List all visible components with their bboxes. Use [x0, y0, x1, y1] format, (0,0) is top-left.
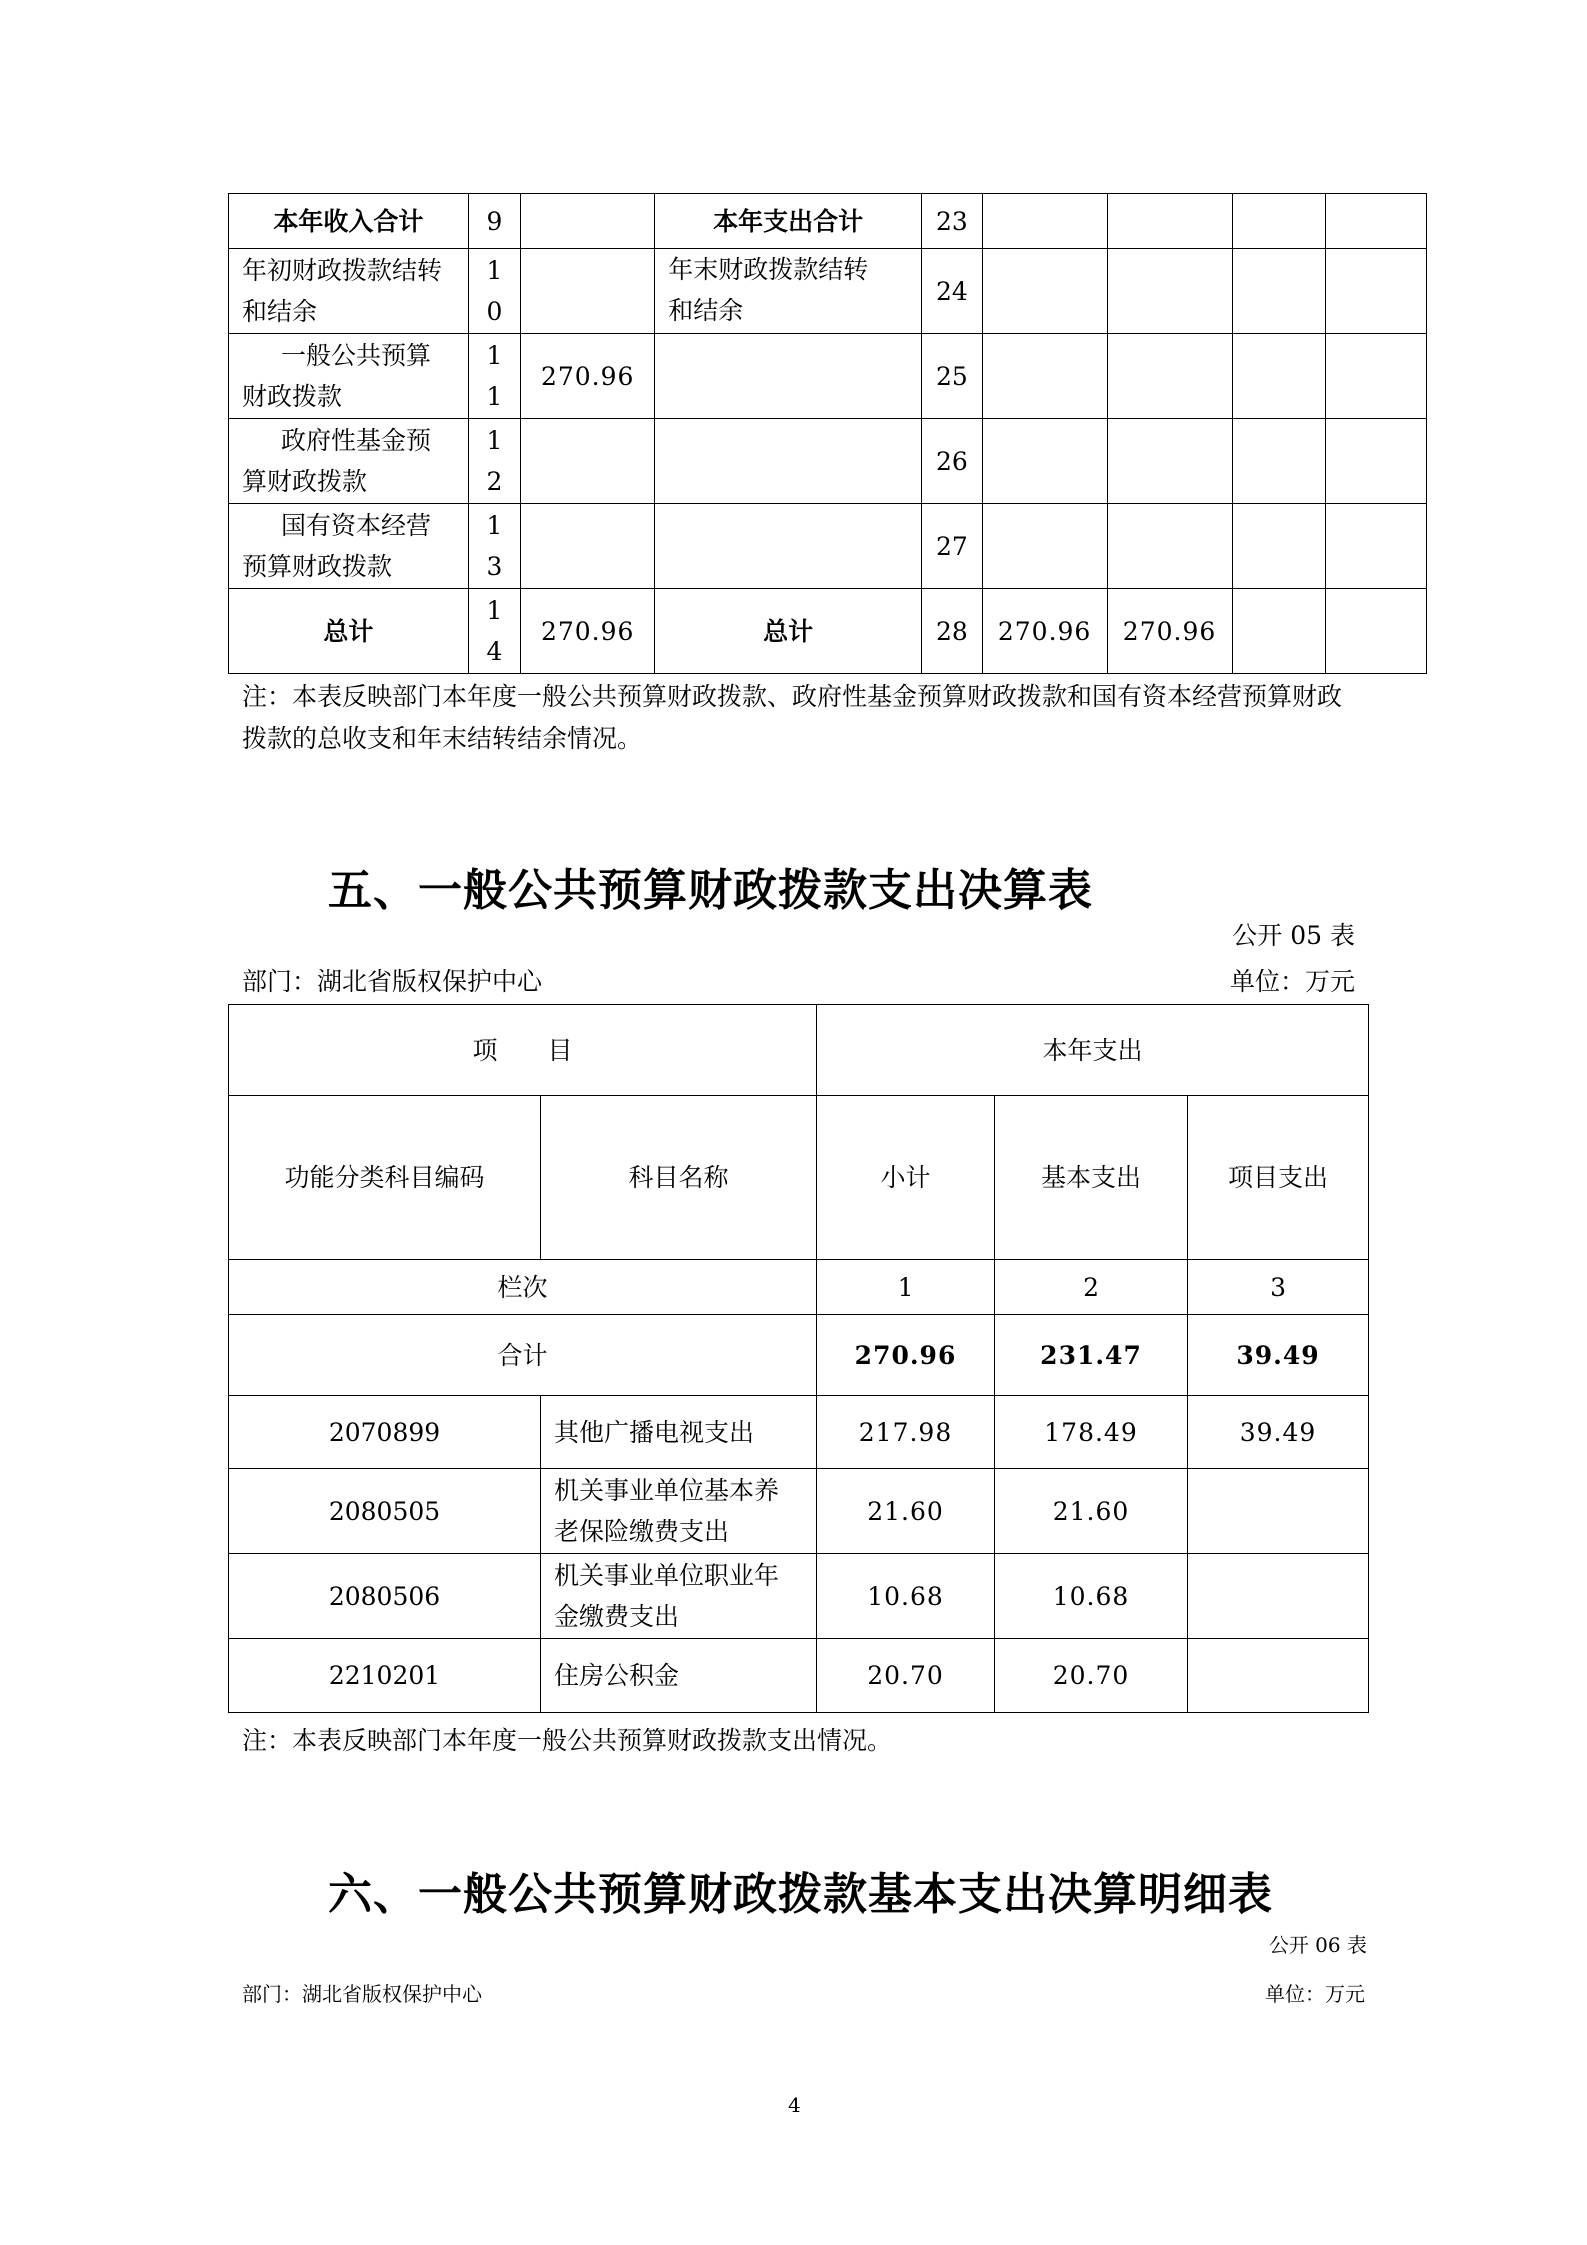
cell-total-label: 合计: [229, 1315, 817, 1396]
note-line: 拨款的总收支和年末结转结余情况。: [242, 724, 643, 753]
header-basic: 基本支出: [995, 1096, 1188, 1260]
cell-v1: 270.96: [982, 589, 1107, 674]
table-note: 注：本表反映部门本年度一般公共预算财政拨款支出情况。: [242, 1726, 893, 1755]
header-item: 项 目: [229, 1005, 817, 1096]
cell-label: 总计: [229, 589, 469, 674]
header-expense: 本年支出: [817, 1005, 1369, 1096]
cell-v1: [982, 194, 1107, 249]
table-row: [229, 1396, 1369, 1469]
cell-label2: 本年支出合计: [655, 194, 922, 249]
cell-name-line: 机关事业单位基本养: [554, 1476, 780, 1505]
unit-label: 单位：万元: [1229, 967, 1355, 996]
cell-income: [521, 249, 655, 334]
cell-line2: 28: [922, 589, 982, 674]
table-header-row: [229, 1005, 1369, 1096]
cell-label2: [655, 419, 922, 504]
cell-line-digit: 1: [486, 426, 503, 455]
cell-line-digit: 2: [486, 467, 503, 496]
cell-col-num: 2: [995, 1260, 1188, 1315]
cell-v4: [1326, 504, 1427, 589]
cell-v3: [1232, 334, 1326, 419]
cell-line: 9: [468, 194, 520, 249]
note-line: 注：本表反映部门本年度一般公共预算财政拨款、政府性基金预算财政拨款和国有资本经营预算财政: [242, 682, 1343, 711]
cell-total-subtotal: 270.96: [817, 1315, 995, 1396]
cell-name-line: 老保险缴费支出: [554, 1517, 730, 1546]
section-title: 五、一般公共预算财政拨款支出决算表: [328, 865, 1093, 916]
cell-label2: [655, 334, 922, 419]
cell-v4: [1326, 419, 1427, 504]
cell-v4: [1326, 334, 1427, 419]
form-number: 公开 05 表: [1232, 921, 1355, 950]
cell-v2: [1107, 419, 1232, 504]
header-name: 科目名称: [541, 1096, 817, 1260]
cell-v3: [1232, 589, 1326, 674]
cell-line-digit: 1: [486, 511, 503, 540]
table-row-column-numbers: [229, 1260, 1369, 1315]
cell-v4: [1326, 589, 1427, 674]
table-row-total: [229, 1315, 1369, 1396]
cell-total-basic: 231.47: [995, 1315, 1188, 1396]
cell-v3: [1232, 419, 1326, 504]
table-row: [229, 249, 1427, 334]
cell-line-digit: 1: [486, 382, 503, 411]
department-label: 部门：湖北省版权保护中心: [242, 967, 543, 996]
cell-label-line: 年初财政拨款结转: [242, 256, 443, 285]
table-row: [229, 194, 1427, 249]
cell-v2: [1107, 504, 1232, 589]
cell-income: 270.96: [521, 589, 655, 674]
cell-income: [521, 194, 655, 249]
cell-v2: 270.96: [1107, 589, 1232, 674]
cell-label-line: 政府性基金预: [281, 426, 432, 455]
cell-v4: [1326, 194, 1427, 249]
cell-line-digit: 1: [486, 341, 503, 370]
cell-v1: [982, 504, 1107, 589]
cell-basic: 20.70: [995, 1639, 1188, 1713]
cell-income: 270.96: [521, 334, 655, 419]
cell-v3: [1232, 249, 1326, 334]
cell-label: [229, 419, 469, 504]
header-subtotal: 小计: [817, 1096, 995, 1260]
cell-label: [229, 249, 469, 334]
cell-basic: 10.68: [995, 1554, 1188, 1639]
cell-line: [468, 249, 520, 334]
cell-line2: 26: [922, 419, 982, 504]
cell-line: [468, 504, 520, 589]
table-row: [229, 1554, 1369, 1639]
cell-v4: [1326, 249, 1427, 334]
cell-line: [468, 419, 520, 504]
cell-name: 住房公积金: [541, 1639, 817, 1713]
cell-v2: [1107, 334, 1232, 419]
cell-income: [521, 419, 655, 504]
cell-income: [521, 504, 655, 589]
cell-label: [229, 504, 469, 589]
cell-line2: 23: [922, 194, 982, 249]
cell-label2-line: 年末财政拨款结转: [668, 255, 869, 284]
header-project: 项目支出: [1188, 1096, 1369, 1260]
cell-name-line: 机关事业单位职业年: [554, 1561, 780, 1590]
cell-label: 本年收入合计: [229, 194, 469, 249]
cell-label-line: 算财政拨款: [242, 467, 368, 496]
page-number: 4: [788, 2093, 801, 2117]
section-title: 六、一般公共预算财政拨款基本支出决算明细表: [328, 1869, 1273, 1920]
cell-label2: 总计: [655, 589, 922, 674]
cell-label-line: 一般公共预算: [281, 341, 432, 370]
department-label: 部门：湖北省版权保护中心: [242, 1982, 482, 2006]
cell-line2: 27: [922, 504, 982, 589]
cell-v3: [1232, 194, 1326, 249]
cell-line: [468, 589, 520, 674]
cell-line2: 25: [922, 334, 982, 419]
unit-label: 单位：万元: [1265, 1982, 1365, 2006]
cell-v2: [1107, 194, 1232, 249]
cell-total-project: 39.49: [1188, 1315, 1369, 1396]
table-row: [229, 504, 1427, 589]
cell-label-line: 国有资本经营: [281, 511, 432, 540]
cell-basic: 21.60: [995, 1469, 1188, 1554]
cell-label2: [655, 249, 922, 334]
cell-code: 2070899: [229, 1396, 541, 1469]
cell-col-num: 1: [817, 1260, 995, 1315]
table-row-total: [229, 589, 1427, 674]
cell-line-digit: 1: [486, 256, 503, 285]
table-row: [229, 334, 1427, 419]
table-row: [229, 1469, 1369, 1554]
cell-label-line: 和结余: [242, 297, 318, 326]
cell-project: 39.49: [1188, 1396, 1369, 1469]
table-row: [229, 419, 1427, 504]
table-expenditure: [228, 1004, 1369, 1713]
table-row: [229, 1639, 1369, 1713]
table-header-row: [229, 1096, 1369, 1260]
form-number: 公开 06 表: [1268, 1933, 1367, 1957]
cell-column-label: 栏次: [229, 1260, 817, 1315]
cell-v2: [1107, 249, 1232, 334]
cell-label-line: 财政拨款: [242, 382, 343, 411]
cell-subtotal: 10.68: [817, 1554, 995, 1639]
cell-subtotal: 21.60: [817, 1469, 995, 1554]
cell-code: 2080505: [229, 1469, 541, 1554]
cell-line2: 24: [922, 249, 982, 334]
cell-label2-line: 和结余: [668, 296, 744, 325]
cell-line: [468, 334, 520, 419]
cell-label-line: 预算财政拨款: [242, 552, 393, 581]
cell-code: 2210201: [229, 1639, 541, 1713]
cell-v1: [982, 334, 1107, 419]
cell-line-digit: 1: [486, 596, 503, 625]
cell-project: [1188, 1639, 1369, 1713]
cell-project: [1188, 1554, 1369, 1639]
cell-name-line: 金缴费支出: [554, 1602, 680, 1631]
cell-v3: [1232, 504, 1326, 589]
cell-line-digit: 4: [486, 637, 503, 666]
cell-line-digit: 0: [486, 297, 503, 326]
cell-v1: [982, 249, 1107, 334]
cell-project: [1188, 1469, 1369, 1554]
cell-label: [229, 334, 469, 419]
cell-basic: 178.49: [995, 1396, 1188, 1469]
cell-subtotal: 20.70: [817, 1639, 995, 1713]
table-appropriation-summary: [228, 193, 1427, 674]
cell-line-digit: 3: [486, 552, 503, 581]
table-note: [242, 676, 1442, 760]
cell-label2: [655, 504, 922, 589]
cell-subtotal: 217.98: [817, 1396, 995, 1469]
cell-code: 2080506: [229, 1554, 541, 1639]
cell-col-num: 3: [1188, 1260, 1369, 1315]
cell-name: [541, 1554, 817, 1639]
header-code: 功能分类科目编码: [229, 1096, 541, 1260]
cell-name: [541, 1469, 817, 1554]
cell-name: 其他广播电视支出: [541, 1396, 817, 1469]
cell-v1: [982, 419, 1107, 504]
